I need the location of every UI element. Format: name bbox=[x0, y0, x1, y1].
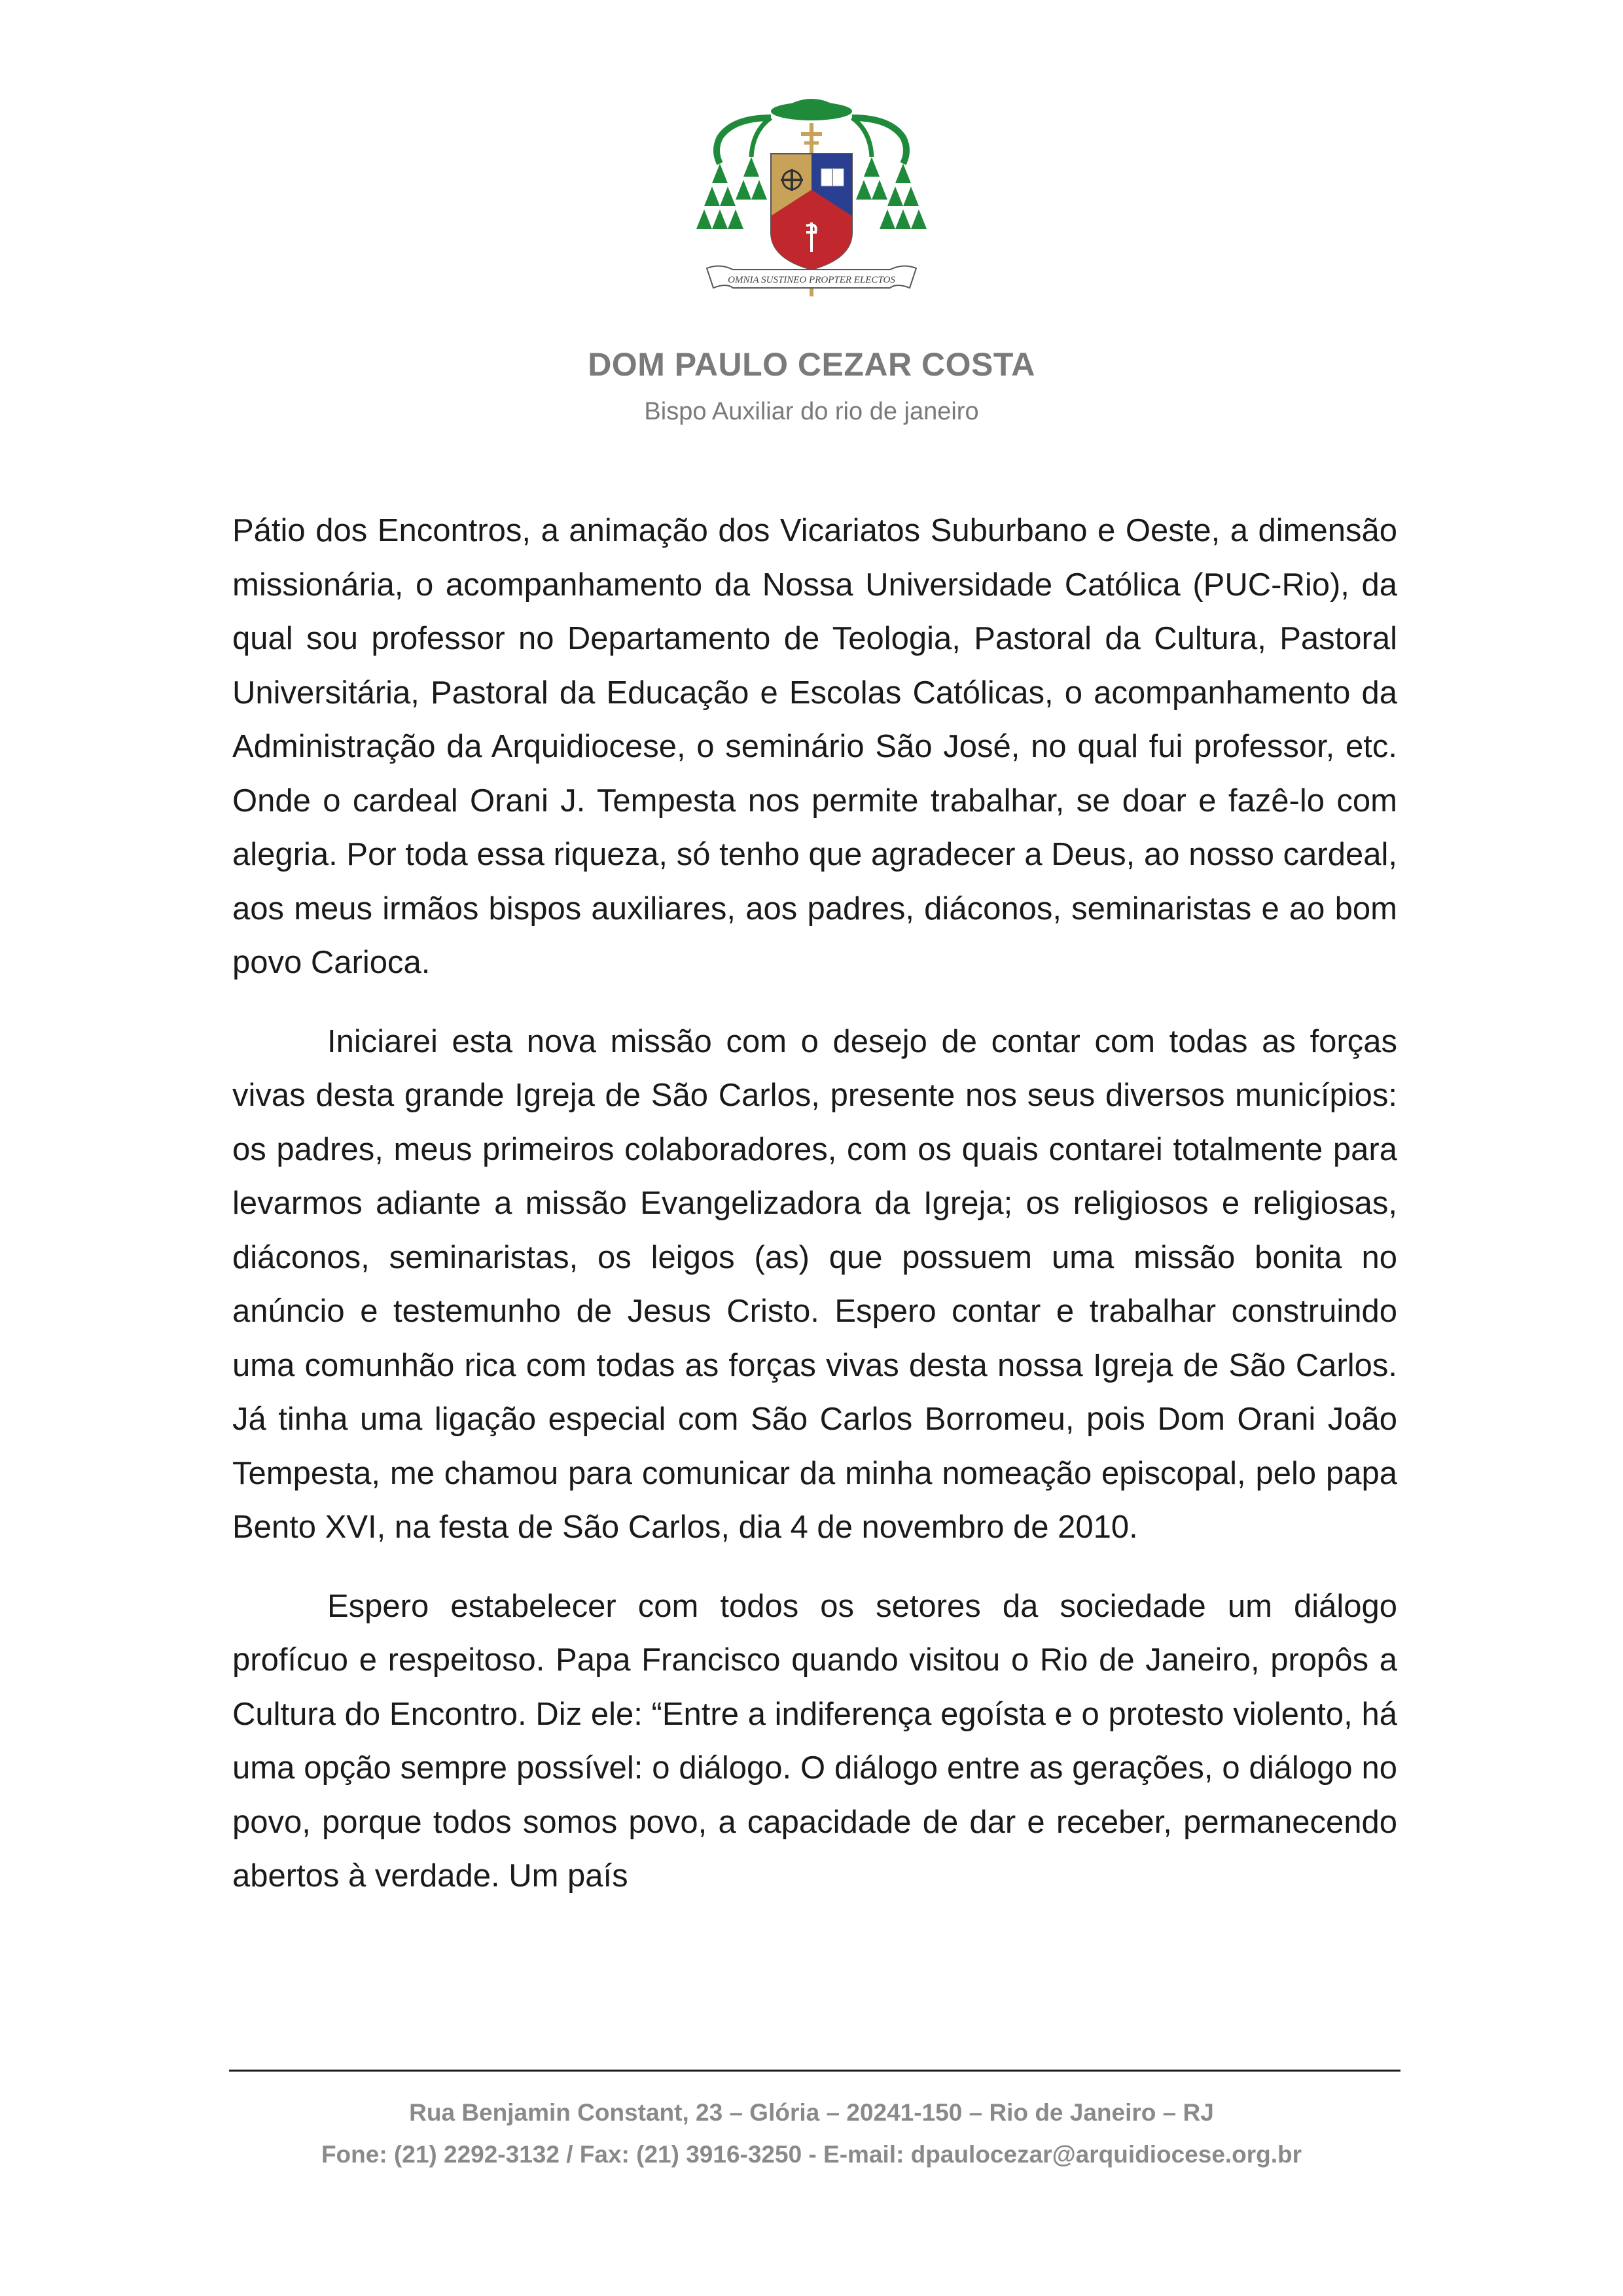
motto-text: OMNIA SUSTINEO PROPTER ELECTOS bbox=[728, 275, 895, 285]
footer-address: Rua Benjamin Constant, 23 – Glória – 20241-150 – Rio de Janeiro – RJ bbox=[409, 2099, 1214, 2126]
footer-divider bbox=[229, 2070, 1400, 2072]
author-title: Bispo Auxiliar do rio de janeiro bbox=[644, 398, 979, 425]
paragraph-1: Pátio dos Encontros, a animação dos Vicariatos Suburbano e Oeste, a dimensão missionária, o acompanhamento da Nossa Universidade Católica (PUC-Rio), da qual sou professor no Departamento de Teologia, Pastoral da Cultura, Pastoral Universitária, Pastoral da Educação e Escolas Católicas, o acompanhamento da Administração da Arquidiocese, o seminário São José, no qual fui professor, etc. Onde o cardeal Orani J. Tempesta nos permite trabalhar, se doar e fazê-lo com alegria. Por toda essa riqueza, só tenho que agradecer a Deus, ao nosso cardeal, aos meus irmãos bispos auxiliares, aos padres, diáconos, seminaristas e ao bom povo Carioca. bbox=[232, 513, 1397, 980]
paragraph-2: Iniciarei esta nova missão com o desejo de contar com todas as forças vivas desta grande Igreja de São Carlos, presente nos seus diversos municípios: os padres, meus primeiros colaboradores, com os quais contarei totalmente para levarmos adiante a missão Evangelizadora da Igreja; os religiosos e religiosas, diáconos, seminaristas, os leigos (as) que possuem uma missão bonita no anúncio e testemunho de Jesus Cristo. Espero contar e trabalhar construindo uma comunhão rica com todas as forças vivas desta nossa Igreja de São Carlos. Já tinha uma ligação especial com São Carlos Borromeu, pois Dom Orani João Tempesta, me chamou para comunicar da minha nomeação episcopal, pelo papa Bento XVI, na festa de São Carlos, dia 4 de novembro de 2010. bbox=[232, 1023, 1397, 1545]
footer-contact: Fone: (21) 2292-3132 / Fax: (21) 3916-3250 - E-mail: dpaulocezar@arquidiocese.org.br bbox=[321, 2141, 1302, 2168]
coat-of-arms-logo bbox=[694, 92, 929, 317]
author-name: DOM PAULO CEZAR COSTA bbox=[588, 346, 1035, 383]
paragraph-3: Espero estabelecer com todos os setores da sociedade um diálogo profícuo e respeitoso. Papa Francisco quando visitou o Rio de Janeiro, propôs a Cultura do Encontro. Diz ele: “Entre a indiferença egoísta e o protesto violento, há uma opção sempre possível: o diálogo. O diálogo entre as gerações, o diálogo no povo, porque todos somos povo, a capacidade de dar e receber, permanecendo abertos à verdade. Um país bbox=[232, 1588, 1397, 1894]
coat-of-arms-icon bbox=[694, 92, 929, 317]
letter-body bbox=[232, 504, 1397, 1928]
